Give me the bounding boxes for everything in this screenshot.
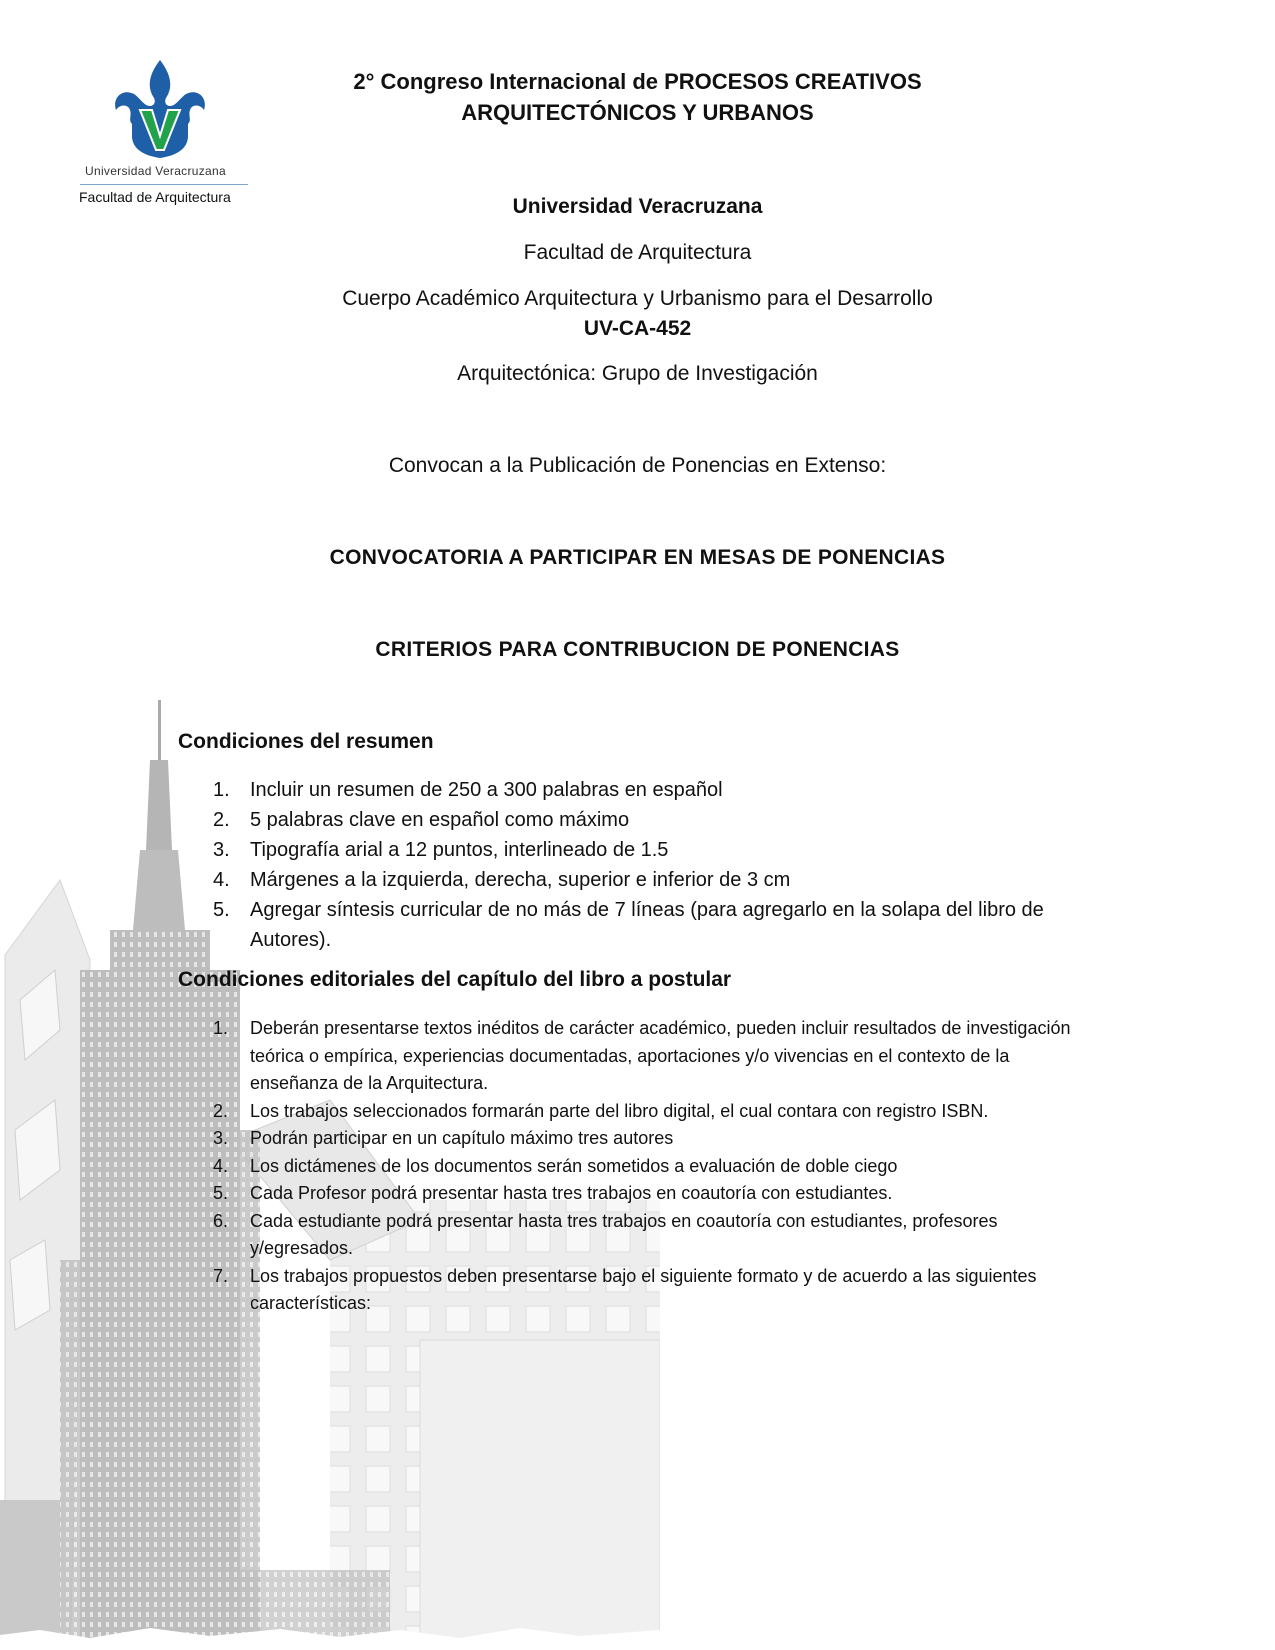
criterios-heading: CRITERIOS PARA CONTRIBUCION DE PONENCIAS xyxy=(375,638,900,661)
congress-title xyxy=(0,66,1275,128)
list-item: 1. Deberán presentarse textos inéditos de carácter académico, pueden incluir resultados de investigación teórica o empírica, experiencias documentadas, aportaciones y/o vivencias en el contexto de la enseñanza de la Arquitectura. xyxy=(213,1018,1071,1093)
list-item: 7. Los trabajos propuestos deben presentarse bajo el siguiente formato y de acuerdo a las siguientes características: xyxy=(213,1265,1037,1313)
editorial-conditions-list xyxy=(178,1015,1088,1318)
editorial-section-heading: Condiciones editoriales del capítulo del libro a postular xyxy=(178,968,732,991)
logo-university-name: Universidad Veracruzana xyxy=(85,164,226,178)
summary-conditions-list xyxy=(178,775,1058,955)
convocatoria-heading: CONVOCATORIA A PARTICIPAR EN MESAS DE PONENCIAS xyxy=(329,546,946,569)
academic-body-code: UV-CA-452 xyxy=(583,317,692,340)
list-item: 6. Cada estudiante podrá presentar hasta tres trabajos en coautoría con estudiantes, profesores y/egresados. xyxy=(213,1210,998,1258)
summary-section-heading: Condiciones del resumen xyxy=(178,730,434,753)
research-group-heading: Arquitectónica: Grupo de Investigación xyxy=(457,362,818,385)
congress-title-line2: ARQUITECTÓNICOS Y URBANOS xyxy=(461,100,814,125)
list-item: 4. Los dictámenes de los documentos serán sometidos a evaluación de doble ciego xyxy=(213,1155,898,1176)
list-item: 5. Agregar síntesis curricular de no más de 7 líneas (para agregarlo en la solapa del libro de Autores). xyxy=(213,899,1044,951)
logo-divider xyxy=(80,184,248,185)
list-item: 2. 5 palabras clave en español como máximo xyxy=(213,809,630,831)
academic-body-heading: Cuerpo Académico Arquitectura y Urbanismo para el Desarrollo xyxy=(342,287,933,310)
list-item: 3. Tipografía arial a 12 puntos, interlineado de 1.5 xyxy=(213,839,669,861)
university-heading: Universidad Veracruzana xyxy=(512,195,763,218)
logo-faculty-name: Facultad de Arquitectura xyxy=(79,189,231,205)
list-item: 4. Márgenes a la izquierda, derecha, superior e inferior de 3 cm xyxy=(213,869,791,891)
faculty-heading: Facultad de Arquitectura xyxy=(523,241,752,264)
list-item: 2. Los trabajos seleccionados formarán parte del libro digital, el cual contara con registro ISBN. xyxy=(213,1100,989,1121)
call-invite: Convocan a la Publicación de Ponencias en Extenso: xyxy=(388,454,887,477)
congress-title-line1: 2° Congreso Internacional de PROCESOS CREATIVOS xyxy=(353,69,922,94)
list-item: 3. Podrán participar en un capítulo máximo tres autores xyxy=(213,1128,674,1148)
list-item: 5. Cada Profesor podrá presentar hasta tres trabajos en coautoría con estudiantes. xyxy=(213,1183,893,1203)
list-item: 1. Incluir un resumen de 250 a 300 palabras en español xyxy=(213,779,723,801)
